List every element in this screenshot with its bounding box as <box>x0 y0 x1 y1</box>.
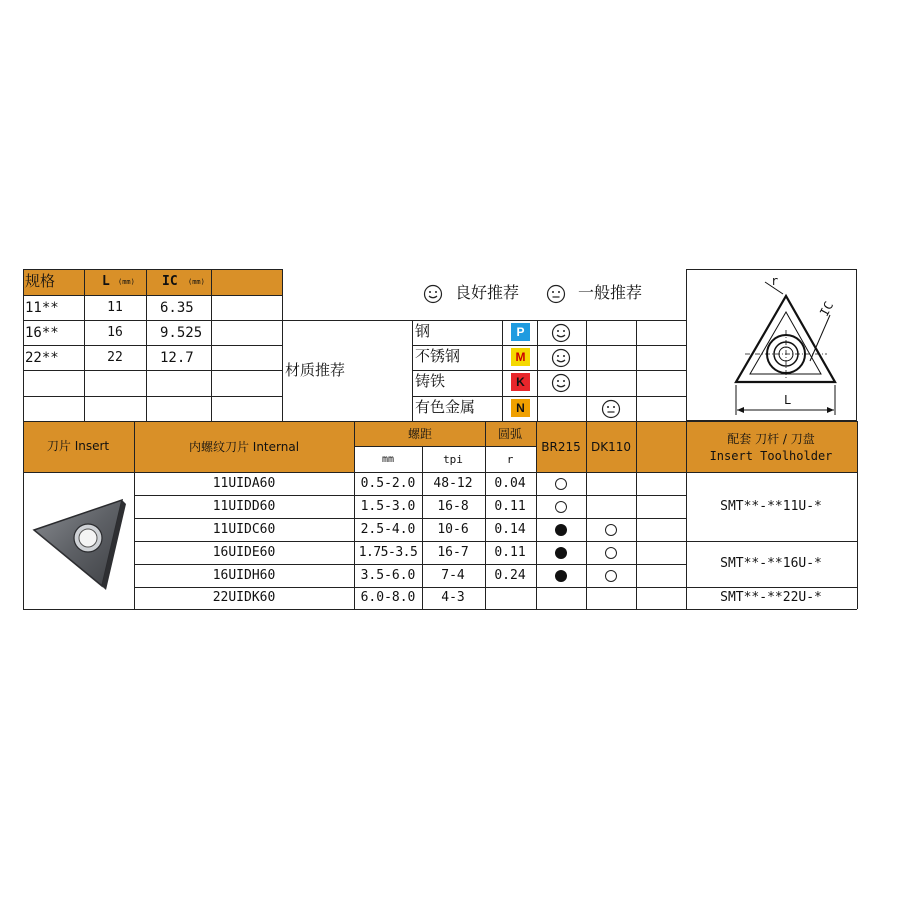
toolholder-cell: SMT**-**11U-* <box>720 499 822 514</box>
br215-open-circle-icon <box>555 501 567 513</box>
l-header-label: L <box>102 274 110 289</box>
internal-column-header: 内螺纹刀片 Internal <box>188 440 300 454</box>
iso-n-badge: N <box>511 399 530 417</box>
material-name: 钢 <box>415 322 431 340</box>
material-name: 铸铁 <box>415 372 446 390</box>
radius-cell: 0.24 <box>494 568 526 583</box>
spec-cell: 22** <box>25 350 59 366</box>
insert-dimension-diagram <box>686 269 857 421</box>
smiley-good-icon <box>551 323 571 343</box>
mm-subheader: mm <box>381 454 395 465</box>
ic-header-label: IC <box>162 274 178 289</box>
material-name: 不锈钢 <box>415 347 461 365</box>
iso-k-badge: K <box>511 373 530 391</box>
insert-code-cell: 11UIDD60 <box>212 499 276 514</box>
pitch-tpi-cell: 16-7 <box>437 545 469 560</box>
ic-unit-label: (mm) <box>188 278 205 286</box>
l-dimension-label: L <box>784 393 792 407</box>
toolholder-cell: SMT**-**16U-* <box>720 556 822 571</box>
pitch-column-header: 螺距 <box>407 427 433 441</box>
l-cell: 22 <box>107 350 123 365</box>
pitch-mm-cell: 0.5-2.0 <box>360 476 416 491</box>
br215-column-header: BR215 <box>541 440 581 454</box>
smiley-good-icon <box>551 348 571 368</box>
radius-label: r <box>771 274 779 288</box>
radius-cell: 0.14 <box>494 522 526 537</box>
ic-cell: 6.35 <box>160 300 194 316</box>
smiley-neutral-icon <box>546 284 566 304</box>
pitch-mm-cell: 3.5-6.0 <box>360 568 416 583</box>
dk110-column-header: DK110 <box>590 440 632 454</box>
material-recommendation-label: 材质推荐 <box>285 361 346 379</box>
ic-cell: 9.525 <box>160 325 203 341</box>
pitch-mm-cell: 1.5-3.0 <box>360 499 416 514</box>
radius-cell: 0.11 <box>494 545 526 560</box>
spec-cell: 16** <box>25 325 59 341</box>
pitch-tpi-cell: 10-6 <box>437 522 469 537</box>
br215-filled-circle-icon <box>555 547 567 559</box>
tpi-subheader: tpi <box>443 453 463 466</box>
arc-column-header: 圆弧 <box>497 427 523 441</box>
smiley-good-icon <box>551 373 571 393</box>
toolholder-cell: SMT**-**22U-* <box>720 590 822 605</box>
insert-column-header: 刀片 Insert <box>46 439 110 453</box>
dk110-open-circle-icon <box>605 547 617 559</box>
pitch-tpi-cell: 48-12 <box>433 476 473 491</box>
material-name: 有色金属 <box>415 398 476 416</box>
pitch-mm-cell: 1.75-3.5 <box>358 545 418 560</box>
insert-code-cell: 22UIDK60 <box>212 590 276 605</box>
ic-dimension-label: IC <box>817 299 837 319</box>
l-unit-label: (mm) <box>118 278 135 286</box>
spec-header-band <box>23 269 282 295</box>
pitch-mm-cell: 6.0-8.0 <box>360 590 416 605</box>
iso-p-badge: P <box>511 323 530 341</box>
dk110-open-circle-icon <box>605 570 617 582</box>
pitch-tpi-cell: 7-4 <box>441 568 465 583</box>
l-cell: 11 <box>107 300 123 315</box>
spec-cell: 11** <box>25 300 59 316</box>
radius-cell: 0.04 <box>494 476 526 491</box>
smiley-good-icon <box>423 284 443 304</box>
br215-filled-circle-icon <box>555 570 567 582</box>
insert-code-cell: 16UIDE60 <box>212 545 276 560</box>
legend-general-label: 一般推荐 <box>578 283 643 302</box>
pitch-tpi-cell: 16-8 <box>437 499 469 514</box>
pitch-mm-cell: 2.5-4.0 <box>360 522 416 537</box>
spec-header-label: 规格 <box>25 272 56 290</box>
insert-code-cell: 16UIDH60 <box>212 568 276 583</box>
dk110-open-circle-icon <box>605 524 617 536</box>
triangle-insert-drawing <box>687 270 856 420</box>
br215-filled-circle-icon <box>555 524 567 536</box>
iso-m-badge: M <box>511 348 530 366</box>
r-subheader: r <box>506 453 514 466</box>
pitch-tpi-cell: 4-3 <box>441 590 465 605</box>
insert-code-cell: 11UIDC60 <box>212 522 276 537</box>
insert-photo-image <box>26 478 131 606</box>
legend-good-label: 良好推荐 <box>455 283 520 302</box>
smiley-neutral-icon <box>601 399 621 419</box>
br215-open-circle-icon <box>555 478 567 490</box>
ic-cell: 12.7 <box>160 350 194 366</box>
insert-code-cell: 11UIDA60 <box>212 476 276 491</box>
toolholder-en-header: Insert Toolholder <box>709 449 833 463</box>
radius-cell: 0.11 <box>494 499 526 514</box>
toolholder-cn-header: 配套 刀杆 / 刀盘 <box>727 432 815 446</box>
l-cell: 16 <box>107 325 123 340</box>
